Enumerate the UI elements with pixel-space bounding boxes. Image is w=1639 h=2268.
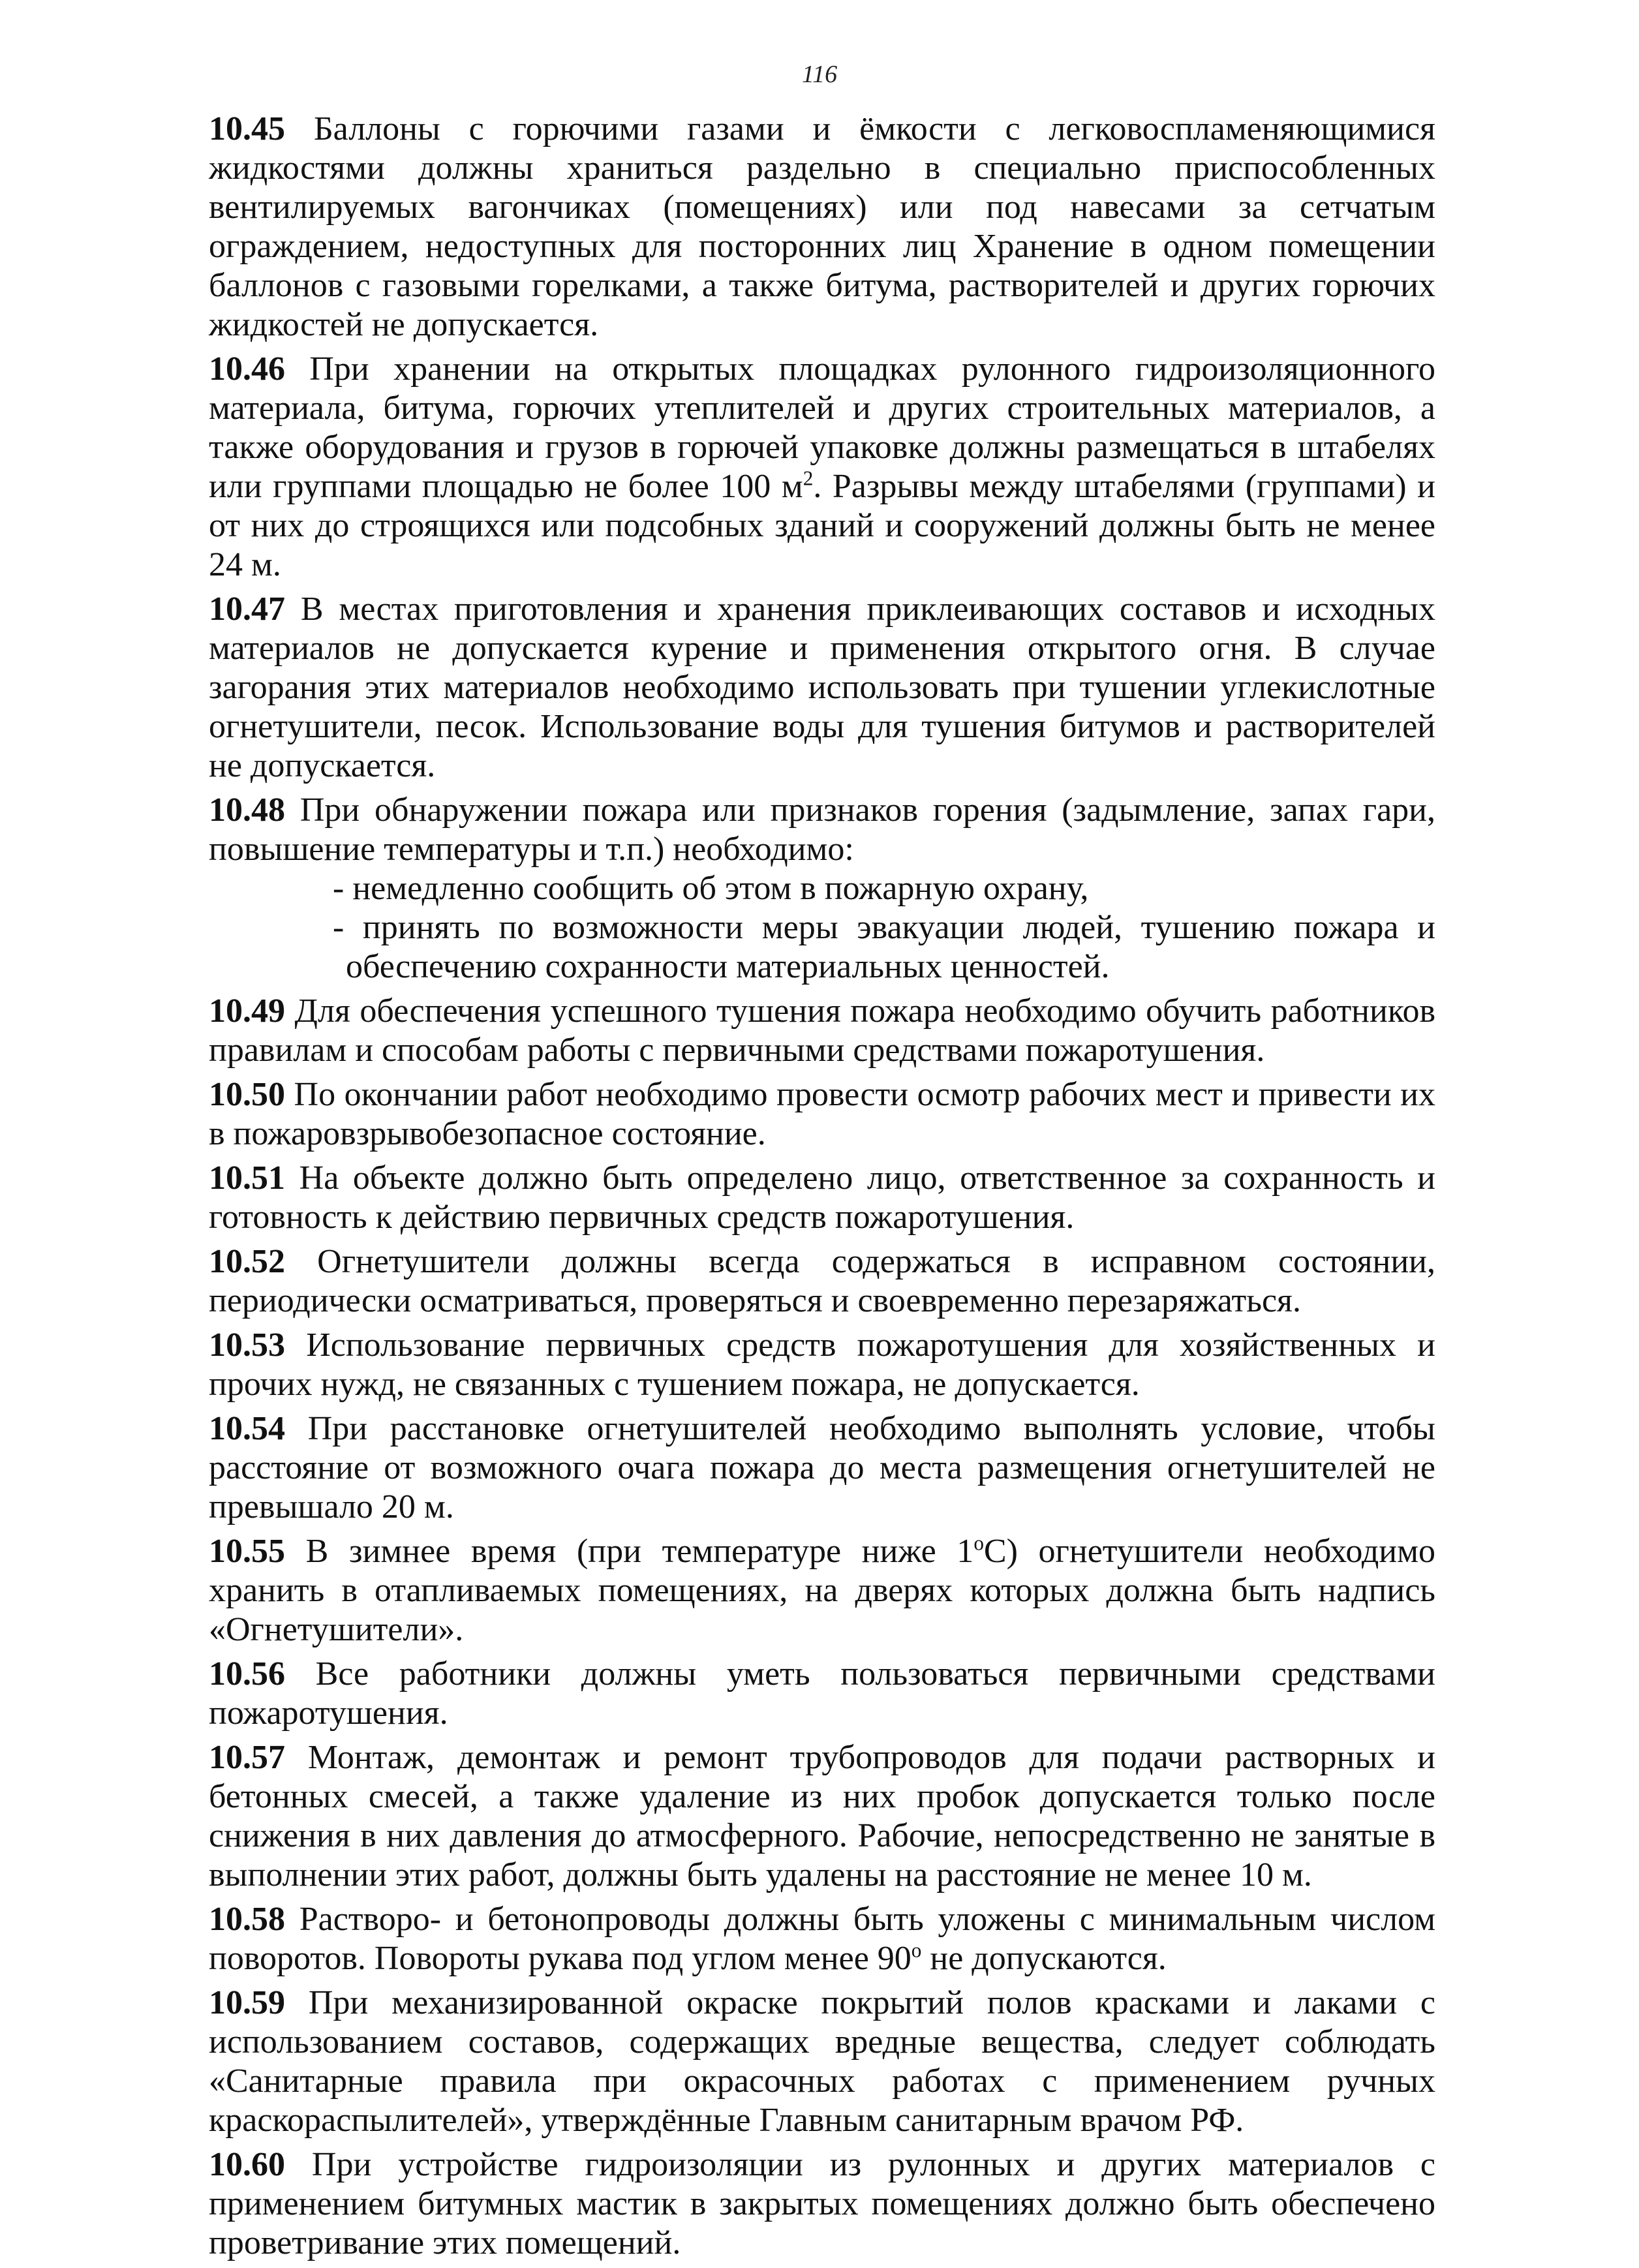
action-list [209,869,1435,987]
paragraph-number: 10.45 [209,110,285,147]
paragraph-text: Все работники должны уметь пользоваться первичными средствами пожаротушения. [209,1655,1435,1732]
paragraph-10-55 [209,1532,1435,1649]
paragraph-text: При обнаружении пожара или признаков горения (задымление, запах гари, повышение температуры и т.п.) необходимо: [209,791,1435,868]
paragraph-text: Растворо- и бетонопроводы должны быть уложены с минимальным числом поворотов. Повороты рукава под углом менее 90 [209,1901,1436,1977]
paragraph-number: 10.57 [209,1739,285,1776]
paragraph-number: 10.48 [209,791,285,829]
page-number: 116 [801,61,838,88]
superscript: о [973,1531,984,1555]
paragraph-number: 10.47 [209,590,285,628]
paragraph-text: При расстановке огнетушителей необходимо выполнять условие, чтобы расстояние от возможного очага пожара до места размещения огнетушителей не превышало 20 м. [209,1410,1435,1525]
paragraph-10-48 [209,791,1435,869]
paragraph-text: Монтаж, демонтаж и ремонт трубопроводов для подачи растворных и бетонных смесей, а также удаление из них пробок допускается только после снижения в них давления до атмосферного. Рабочие, непосредственно не занятые в выполнении этих работ, должны быть удалены на расстояние не менее 10 м. [209,1739,1436,1893]
paragraph-10-53 [209,1326,1435,1404]
paragraph-number: 10.49 [209,992,285,1030]
paragraph-text: При механизированной окраске покрытий полов красками и лаками с использованием составов, содержащих вредные вещества, следует соблюдать «Санитарные правила при окрасочных работах с применением ручных краскораспылителей», утверждённые Главным санитарным врачом РФ. [209,1984,1435,2139]
paragraph-text: Баллоны с горючими газами и ёмкости с легковоспламеняющимися жидкостями должны храниться раздельно в специально приспособленных вентилируемых вагончиках (помещениях) или под навесами за сетчатым ограждением, недоступных для посторонних лиц Хранение в одном помещении баллонов с газовыми горелками, а также битума, растворителей и других горючих жидкостей не допускается. [209,110,1436,343]
paragraph-number: 10.59 [209,1984,285,2021]
paragraph-10-49 [209,992,1435,1070]
superscript: о [911,1939,922,1962]
paragraph-10-54 [209,1409,1435,1527]
paragraph-10-46 [209,350,1435,585]
paragraph-10-51 [209,1159,1435,1237]
list-item: - немедленно сообщить об этом в пожарную охрану, [333,870,1089,907]
paragraph-10-60 [209,2145,1435,2263]
paragraph-number: 10.56 [209,1655,285,1693]
paragraph-text: На объекте должно быть определено лицо, ответственное за сохранность и готовность к действию первичных средств пожаротушения. [209,1159,1436,1236]
paragraph-number: 10.52 [209,1243,285,1280]
paragraph-number: 10.53 [209,1326,285,1364]
paragraph-text: При хранении на открытых площадках рулонного гидроизоляционного материала, битума, горючих утеплителей и других строительных материалов, а также оборудования и грузов в горючей упаковке должны размещаться в штабелях или группами площадью не более 100 м [209,350,1436,505]
paragraph-text: Для обеспечения успешного тушения пожара необходимо обучить работников правилам и способам работы с первичными средствами пожаротушения. [209,992,1435,1069]
paragraph-number: 10.46 [209,350,285,388]
paragraph-number: 10.54 [209,1410,285,1447]
paragraph-text-cont: . Разрывы между штабелями (группами) и от них до строящихся или подсобных зданий и сооружений должны быть не менее 24 м. [209,468,1435,583]
paragraph-10-52 [209,1242,1435,1321]
paragraph-10-45 [209,110,1435,345]
paragraph-text: В зимнее время (при температуре ниже 1 [305,1533,974,1570]
list-item: - принять по возможности меры эвакуации людей, тушению пожара и обеспечению сохранности материальных ценностей. [333,909,1435,985]
paragraph-10-59 [209,1984,1435,2140]
paragraph-number: 10.58 [209,1901,285,1938]
paragraph-10-58 [209,1900,1435,1978]
paragraph-number: 10.60 [209,2146,285,2183]
paragraph-text: При устройстве гидроизоляции из рулонных и других материалов с применением битумных мастик в закрытых помещениях должно быть обеспечено проветривание этих помещений. [209,2146,1436,2261]
paragraph-10-57 [209,1738,1435,1895]
paragraph-10-50 [209,1075,1435,1154]
paragraph-text: По окончании работ необходимо провести осмотр рабочих мест и привести их в пожаровзрывобезопасное состояние. [209,1076,1436,1152]
paragraph-number: 10.50 [209,1076,285,1113]
paragraph-text: Огнетушители должны всегда содержаться в исправном состоянии, периодически осматриваться, проверяться и своевременно перезаряжаться. [209,1243,1435,1319]
superscript: 2 [803,467,814,490]
paragraph-text: Использование первичных средств пожаротушения для хозяйственных и прочих нужд, не связанных с тушением пожара, не допускается. [209,1326,1435,1403]
paragraph-10-56 [209,1655,1435,1733]
document-body [209,110,1435,2268]
paragraph-text-cont: С) огнетушители необходимо хранить в отапливаемых помещениях, на дверях которых должна быть надпись «Огнетушители». [209,1533,1436,1648]
paragraph-number: 10.55 [209,1533,285,1570]
paragraph-number: 10.51 [209,1159,285,1197]
paragraph-text: В местах приготовления и хранения приклеивающих составов и исходных материалов не допускается курение и применения открытого огня. В случае загорания этих материалов необходимо использовать при тушении углекислотные огнетушители, песок. Использование воды для тушения битумов и растворителей не допускается. [209,590,1435,784]
paragraph-10-47 [209,590,1435,786]
paragraph-text-cont: не допускаются. [921,1940,1167,1977]
